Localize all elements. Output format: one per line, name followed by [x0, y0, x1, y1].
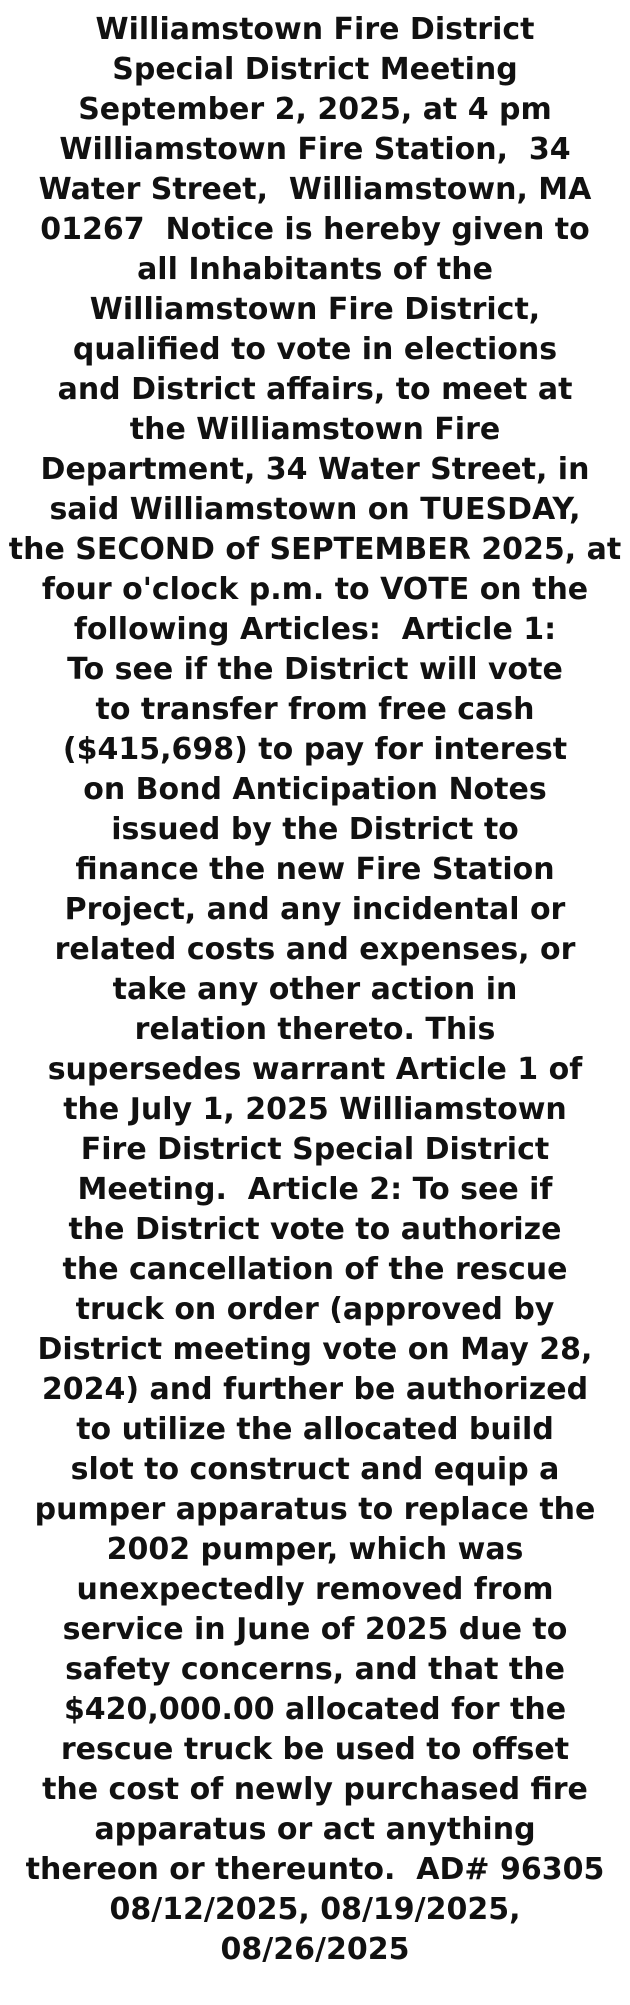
- notice-line: unexpectedly removed from: [76, 1572, 554, 1607]
- notice-line: truck on order (approved by: [75, 1292, 555, 1327]
- notice-line: District meeting vote on May 28,: [37, 1332, 593, 1367]
- notice-line: 08/12/2025, 08/19/2025,: [109, 1892, 521, 1927]
- notice-line: rescue truck be used to offset: [60, 1732, 570, 1767]
- notice-line: Williamstown Fire District: [95, 12, 535, 47]
- notice-line: the Williamstown Fire: [129, 412, 501, 447]
- notice-line: and District affairs, to meet at: [57, 372, 573, 407]
- notice-line: 08/26/2025: [220, 1932, 410, 1967]
- notice-line: issued by the District to: [111, 812, 519, 847]
- notice-line: To see if the District will vote: [67, 652, 563, 687]
- notice-line: 2002 pumper, which was: [106, 1532, 524, 1567]
- notice-line: the cancellation of the rescue: [62, 1252, 568, 1287]
- notice-line: relation thereto. This: [134, 1012, 496, 1047]
- notice-line: September 2, 2025, at 4 pm: [78, 92, 552, 127]
- notice-line: supersedes warrant Article 1 of: [47, 1052, 583, 1087]
- notice-line: Meeting. Article 2: To see if: [77, 1172, 553, 1207]
- notice-line: Williamstown Fire Station, 34: [59, 132, 571, 167]
- notice-line: qualified to vote in elections: [72, 332, 558, 367]
- notice-line: related costs and expenses, or: [54, 932, 576, 967]
- notice-line: the July 1, 2025 Williamstown: [63, 1092, 567, 1127]
- notice-line: Department, 34 Water Street, in: [40, 452, 590, 487]
- notice-line: pumper apparatus to replace the: [34, 1492, 596, 1527]
- legal-notice: [0, 10, 630, 1970]
- notice-line: Williamstown Fire District,: [89, 292, 541, 327]
- notice-line: to utilize the allocated build: [76, 1412, 554, 1447]
- notice-line: the District vote to authorize: [68, 1212, 562, 1247]
- notice-line: service in June of 2025 due to: [62, 1612, 568, 1647]
- notice-line: the SECOND of SEPTEMBER 2025, at: [8, 532, 622, 567]
- notice-line: thereon or thereunto. AD# 96305: [25, 1852, 605, 1887]
- notice-line: 2024) and further be authorized: [41, 1372, 589, 1407]
- notice-line: safety concerns, and that the: [65, 1652, 565, 1687]
- notice-line: the cost of newly purchased fire: [42, 1772, 588, 1807]
- notice-line: Special District Meeting: [112, 52, 518, 87]
- notice-line: following Articles: Article 1:: [73, 612, 557, 647]
- notice-line: Water Street, Williamstown, MA: [38, 172, 592, 207]
- notice-line: take any other action in: [112, 972, 518, 1007]
- notice-line: four o'clock p.m. to VOTE on the: [41, 572, 589, 607]
- notice-line: all Inhabitants of the: [137, 252, 493, 287]
- notice-line: ($415,698) to pay for interest: [62, 732, 568, 767]
- notice-line: to transfer from free cash: [95, 692, 535, 727]
- notice-line: 01267 Notice is hereby given to: [40, 212, 590, 247]
- notice-line: on Bond Anticipation Notes: [83, 772, 547, 807]
- notice-line: slot to construct and equip a: [70, 1452, 560, 1487]
- notice-line: Project, and any incidental or: [64, 892, 566, 927]
- notice-line: $420,000.00 allocated for the: [63, 1692, 567, 1727]
- notice-line: Fire District Special District: [80, 1132, 550, 1167]
- notice-line: finance the new Fire Station: [75, 852, 555, 887]
- notice-line: apparatus or act anything: [94, 1812, 536, 1847]
- notice-line: said Williamstown on TUESDAY,: [49, 492, 581, 527]
